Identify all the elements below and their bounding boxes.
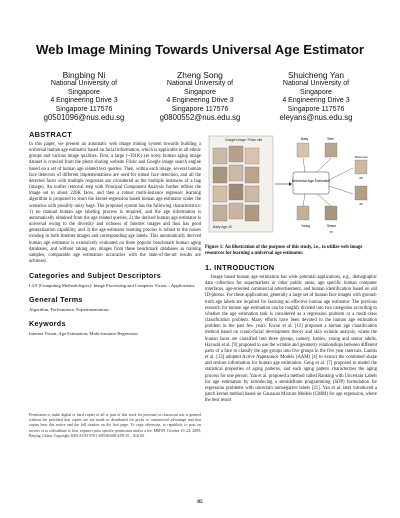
- author-name: Bingbing Ni: [62, 70, 106, 80]
- author-email: g0800552@nus.edu.sg: [159, 113, 241, 123]
- author-affiliation: National University of: [166, 80, 234, 88]
- author-email: eleyans@nus.edu.sg: [279, 113, 353, 123]
- author-affiliation: Singapore: [184, 88, 216, 96]
- estimator-label: Universal Age Estimator: [291, 179, 331, 183]
- label-age-b: 30: [359, 202, 363, 206]
- figure-1: [205, 134, 377, 242]
- general-terms-heading: General Terms: [29, 295, 83, 305]
- introduction-heading: 1. INTRODUCTION: [205, 263, 275, 272]
- estimator-box: [293, 172, 329, 194]
- figure-illustration: [205, 134, 377, 242]
- author-address: Singapore 117576: [55, 105, 113, 113]
- categories-text: I.4.9 [Computing Methodologies]: Image Processing and Computer Vision—Applications: [29, 283, 195, 289]
- page-number: 85: [197, 499, 203, 505]
- general-terms-text: Algorithm, Performance, Experimentations: [29, 307, 109, 313]
- label-baby: Baby: [301, 137, 309, 141]
- label-returned: Returned: [354, 155, 368, 159]
- author-2: [139, 71, 261, 122]
- author-name: Shuicheng Yan: [287, 70, 345, 80]
- label-age-c: 70: [329, 230, 333, 234]
- introduction-section: [205, 263, 377, 404]
- author-address: Singapore 117576: [287, 105, 345, 113]
- author-name: Zheng Song: [177, 70, 223, 80]
- label-age-a: 25: [359, 176, 363, 180]
- author-1: [23, 71, 145, 122]
- abstract-text: In this paper, we present an automatic web image mining system towards building a universal human age estimator based on facial information, which is applicable to all ethnic groups and various image qualities. First, a large (~391K) yet noisy human aging image dataset is crawled from the photo sharing website Flickr and Google image search engine based on a set of human age related text queries. Then, within each image, several human face detectors of different implementations are used for robust face detection, and all the detected faces with multiple responses are considered as the multiple instances of a bag (image). An outlier removal step with Principal Component Analysis further refines the image set to about 220K faces, and then a robust multi-instance regressor learning algorithm is proposed to learn the kernel-regression based human age estimator under the scenarios with possibly noisy bags. The proposed system has the following characteristics: 1) no manual human age labeling process is required, and the age information is automatically obtained from the age related queries, 2) the derived human age estimator is universal owing to the diversity and richness of Internet images and thus has good generalization capability, and 3) the age estimator learning process is robust to the noises existing in both Internet images and corresponding age labels. This automatically derived human age estimator is extensively evaluated on three popular benchmark human aging databases, and without taking any images from these benchmark databases as training samples, comparable age estimation accuracies with the state-of-the-art results are achieved.: [29, 142, 201, 264]
- author-address: 4 Engineering Drive 3: [50, 97, 118, 105]
- paper-title: Web Image Mining Towards Universal Age Estimator: [35, 42, 365, 57]
- author-affiliation: Singapore: [300, 88, 332, 96]
- figure-caption: Figure 1: An illustration of the purpose of this study, i.e., to utilize web image resources for learning a universal age estimator.: [205, 245, 363, 257]
- introduction-text: Image based human age estimation has wide potential applications, e.g., demographic data collection for supermarkets or other public areas, age specific human computer interfaces, age-oriented commercial advertisement, and human identification based on old ID-photos. For these applications, generally a large set of human face images with ground-truth age labels are required for learning an effective human age estimator. The previous research for human age estimation can be roughly divided into two categories according to whether the age estimation task is considered as a regression problem or a multi-class classification problem. Many efforts have been devoted to the human age estimation problem in the past few years. Kwon et al. [12] proposed a human age classification method based on cranio-facial development theory and skin wrinkle analysis, where the human faces are classified into three groups, namely, babies, young and senior adults. Hayashi et al. [9] proposed to use the wrinkle and geometry relationships between different parts of a face to classify the age groups into five groups in the five year intervals. Lanitis et al. [13] adopted Active Appearance Models (AAM) [4] to extract the combined shape and texture information for human age estimation. Geng et al. [7] proposed to model the statistical properties of aging patterns, and each aging pattern characterizes the aging process for one person. Yan et al. proposed a method called Ranking with Uncertain Labels for age estimation by introducing a semidefinite programming (SDP) formulation for regression problems with uncertain nonnegative labels [21]. Yan et al. later introduced a patch kernel method based on Gaussian Mixture Models (GMM) for age regression, where the best result: [205, 275, 377, 404]
- author-address: Singapore 117576: [171, 105, 229, 113]
- copyright-notice: Permission to make digital or hard copies of all or part of this work for personal or classroom use is granted without fee provided that copies are not made or distributed for profit or commercial advantage and that copies bear this notice and the full citation on the first page. To copy otherwise, to republish, to post on servers or to redistribute to lists, requires prior specific permission and/or a fee. MM'09, October 19–24, 2009, Beijing, China. Copyright 2009 ACM 978-1-60558-608-3/09/10 ...$10.00.: [29, 413, 201, 438]
- categories-heading: Categories and Subject Descriptors: [29, 271, 162, 281]
- abstract-heading: ABSTRACT: [29, 130, 73, 139]
- left-column: [29, 130, 201, 337]
- figure-label-source: Google image / Flickr site: [225, 138, 263, 142]
- figure-label-query: Baby Age 40: [213, 225, 232, 229]
- label-senior: Senior: [327, 224, 337, 228]
- author-affiliation: National University of: [282, 80, 350, 88]
- keywords-text: Internet Vision, Age Estimation, Multi-instance Regression: [29, 331, 138, 337]
- label-teen: Teen: [327, 137, 334, 141]
- author-email: g0501096@nus.edu.sg: [43, 113, 125, 123]
- author-address: 4 Engineering Drive 3: [166, 97, 234, 105]
- author-3: [255, 71, 377, 122]
- author-block: [0, 71, 400, 121]
- author-affiliation: Singapore: [68, 88, 100, 96]
- author-affiliation: National University of: [50, 80, 118, 88]
- keywords-heading: Keywords: [29, 319, 66, 329]
- author-address: 4 Engineering Drive 3: [282, 97, 350, 105]
- label-young: Young: [301, 224, 310, 228]
